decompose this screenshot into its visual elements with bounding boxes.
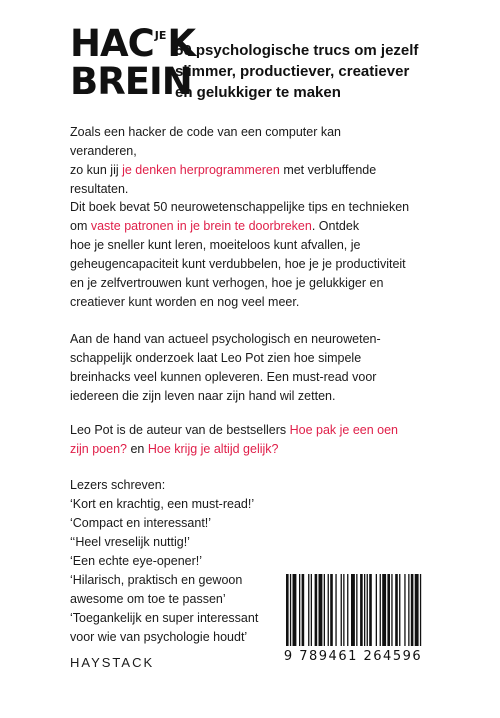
review-line: ‘Kort en krachtig, een must-read!’: [70, 497, 255, 511]
book-title-highlight: Hoe pak je een oen: [289, 423, 399, 437]
barcode-bar: [315, 574, 318, 646]
text-span: om: [70, 219, 91, 233]
logo-k: K: [167, 22, 196, 65]
barcode-bar: [367, 574, 368, 646]
isbn-number: 9 789461 264596: [283, 649, 423, 664]
review-line: ‘Compact en interessant!’: [70, 516, 212, 530]
research-paragraph: [70, 330, 410, 406]
barcode-bar: [351, 574, 355, 646]
intro-paragraph: [70, 123, 410, 199]
description-paragraph: [70, 198, 410, 312]
text-line: iedereen die zijn leven naar zijn hand wil zetten.: [70, 389, 336, 403]
barcode-bar: [319, 574, 323, 646]
text-line: [70, 217, 410, 236]
barcode-bar: [380, 574, 381, 646]
publisher-logo: HAYSTACK: [70, 655, 155, 670]
logo-je: JE: [154, 29, 167, 42]
barcode-bar: [341, 574, 342, 646]
review-line: ‘Een echte eye-opener!’: [70, 554, 203, 568]
barcode-bar: [302, 574, 305, 646]
book-title-highlight: Hoe krijg je altijd gelijk?: [147, 442, 279, 456]
tagline-line: slimmer, productiever, creatiever: [175, 63, 410, 80]
highlight-text: je denken herprogrammeren: [122, 163, 280, 177]
barcode-bar: [335, 574, 336, 646]
text-span: met verbluffende: [279, 163, 377, 177]
isbn-barcode: [278, 574, 428, 674]
barcode-bar: [382, 574, 386, 646]
text-line: [70, 161, 410, 180]
review-line: ‘Toegankelijk en super interessant: [70, 611, 259, 625]
barcode-bar: [387, 574, 390, 646]
text-span: Leo Pot is de auteur van de bestsellers: [70, 423, 290, 437]
text-line: geheugencapaciteit kunt verdubbelen, hoe je je productiviteit: [70, 257, 406, 271]
barcode-bar: [369, 574, 372, 646]
text-span: . Ontdek: [311, 219, 360, 233]
barcode-bar: [404, 574, 405, 646]
text-line: creatiever kunt worden en nog veel meer.: [70, 295, 300, 309]
barcode-bar: [408, 574, 409, 646]
tagline: [175, 40, 475, 103]
review-line: ‘‘Heel vreselijk nuttig!’: [70, 535, 190, 549]
barcode-bar: [391, 574, 392, 646]
barcode-bar: [376, 574, 377, 646]
highlight-text: vaste patronen in je brein te doorbreken: [90, 219, 312, 233]
hack-je-brein-logo: [70, 22, 196, 103]
review-line: ‘Hilarisch, praktisch en gewoon: [70, 573, 243, 587]
barcode-bar: [293, 574, 297, 646]
barcode-bar: [420, 574, 421, 646]
barcode-bar: [330, 574, 333, 646]
barcode-bar: [347, 574, 348, 646]
text-line: hoe je sneller kunt leren, moeiteloos kunt afvallen, je: [70, 238, 361, 252]
review-line: awesome om toe te passen’: [70, 592, 226, 606]
barcode-bar: [356, 574, 357, 646]
barcode-bar: [311, 574, 312, 646]
barcode-bar: [308, 574, 309, 646]
text-line: resultaten.: [70, 182, 129, 196]
author-paragraph: [70, 421, 410, 459]
barcode-bar: [299, 574, 300, 646]
barcode-bars: [278, 574, 428, 648]
barcode-bar: [364, 574, 365, 646]
logo-hac: HAC: [70, 22, 154, 65]
reviews-heading: Lezers schreven:: [70, 478, 166, 492]
text-line: [70, 421, 410, 440]
book-title-highlight: zijn poen?: [70, 442, 127, 456]
barcode-bar: [343, 574, 344, 646]
barcode-bar: [360, 574, 363, 646]
barcode-bar: [415, 574, 419, 646]
text-span: en: [127, 442, 148, 456]
barcode-bar: [290, 574, 291, 646]
text-line: [70, 440, 410, 459]
barcode-bar: [286, 574, 289, 646]
text-span: zo kun jij: [70, 163, 123, 177]
barcode-bar: [324, 574, 325, 646]
barcode-bar: [411, 574, 414, 646]
text-line: breinhacks veel kunnen opleveren. Een must-read voor: [70, 370, 377, 384]
barcode-bar: [328, 574, 329, 646]
text-line: Dit boek bevat 50 neurowetenschappelijke tips en technieken: [70, 200, 410, 214]
logo-line-2: BREIN: [70, 60, 192, 103]
text-line: Zoals een hacker de code van een computer kan veranderen,: [70, 125, 342, 158]
tagline-line: en gelukkiger te maken: [175, 84, 341, 101]
tagline-line: 50 psychologische trucs om jezelf: [175, 42, 419, 59]
text-line: Aan de hand van actueel psychologisch en neuroweten-: [70, 332, 381, 346]
barcode-bar: [395, 574, 398, 646]
review-line: voor wie van psychologie houdt’: [70, 630, 248, 644]
barcode-bar: [399, 574, 400, 646]
text-line: en je zelfvertrouwen kunt verhogen, hoe je gelukkiger en: [70, 276, 384, 290]
text-line: schappelijk onderzoek laat Leo Pot zien hoe simpele: [70, 351, 362, 365]
